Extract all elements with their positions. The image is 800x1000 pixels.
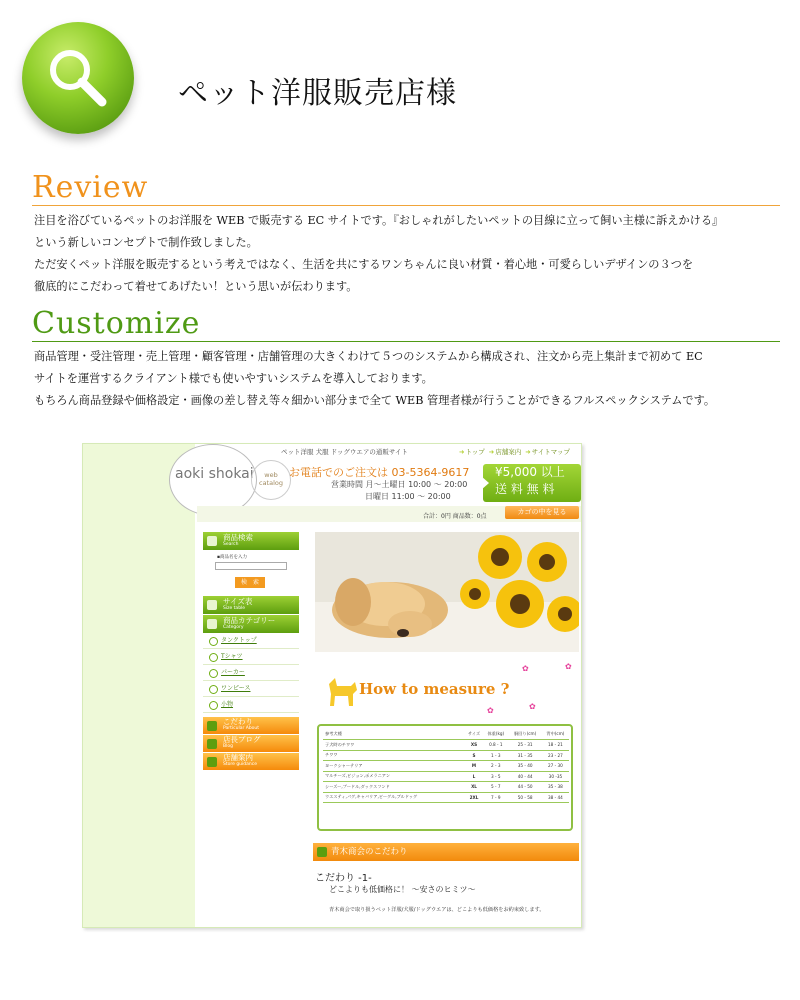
- cell: 18 - 21: [542, 740, 569, 751]
- cell: ヨークシャーテリア: [323, 761, 465, 772]
- kodawari-title: こだわり -1-: [315, 873, 372, 884]
- badge-icon: [317, 847, 327, 857]
- brand-sub: web catalog: [251, 460, 291, 500]
- category-item[interactable]: タンクトップ: [203, 633, 299, 649]
- toplink-store[interactable]: ➜ 店舗案内: [489, 447, 521, 456]
- search-panel: [203, 550, 299, 596]
- free-shipping-banner[interactable]: [483, 464, 581, 502]
- search-label: ▪商品名を入力: [217, 555, 248, 560]
- store-guide-sub: Store guidance: [223, 762, 257, 767]
- cell: 50 - 58: [508, 792, 541, 803]
- review-text: [34, 210, 782, 298]
- category-item[interactable]: パーカー: [203, 665, 299, 681]
- cell: シーズー,プードル,ダックスフンド: [323, 782, 465, 793]
- dog-silhouette-icon: [321, 672, 361, 712]
- category-header: [203, 615, 299, 633]
- table-row: [323, 771, 569, 782]
- toplink-sitemap[interactable]: ➜ サイトマップ: [525, 447, 570, 456]
- how-to-measure-banner: [317, 662, 579, 724]
- cell: 7 - 9: [483, 792, 508, 803]
- cell: 2XL: [465, 792, 483, 803]
- page-title: ペット洋服販売店様: [178, 76, 457, 111]
- cell: XS: [465, 740, 483, 751]
- shirt-icon: [207, 619, 217, 629]
- cell: 25 - 31: [508, 740, 541, 751]
- review-line: ただ安くペット洋服を販売するという考えではなく、生活を共にするワンちゃんに良い材質・着心地・可愛らしいデザインの３つを: [34, 258, 694, 271]
- category-item[interactable]: 小物: [203, 697, 299, 713]
- blog-sub: Blog: [223, 744, 233, 749]
- review-divider: [32, 205, 780, 206]
- col-header: 背中(cm): [542, 729, 569, 740]
- ruler-icon: [207, 600, 217, 610]
- phone-text: お電話でのご注文は 03-5364-9617: [289, 466, 470, 479]
- cell: チワワ: [323, 750, 465, 761]
- store-guide-label: 店舗案内: [223, 753, 253, 762]
- col-header: 体重(kg): [483, 729, 508, 740]
- book-icon: [207, 739, 217, 749]
- store-icon: [207, 757, 217, 767]
- cell: 2 - 3: [483, 761, 508, 772]
- review-line: 徹底的にこだわって着せてあげたい！という思いが伝わります。: [34, 280, 358, 293]
- customize-line: もちろん商品登録や価格設定・画像の差し替え等々細かい部分まで全て WEB 管理者様が行うことができるフルスペックシステムです。: [34, 394, 716, 407]
- size-table: [317, 724, 573, 831]
- cell: 44 - 50: [508, 782, 541, 793]
- col-header: 参考犬種: [323, 729, 465, 740]
- site-logo[interactable]: aoki shokai: [175, 466, 254, 482]
- category-item[interactable]: Tシャツ: [203, 649, 299, 665]
- cell: 子犬時のチワワ: [323, 740, 465, 751]
- cell: 38 - 44: [542, 792, 569, 803]
- size-table-label: サイズ表: [223, 597, 253, 606]
- kodawari-sub: Particular About: [223, 726, 260, 731]
- promo-line: ¥5,000 以上: [495, 465, 565, 479]
- blog-label: 店長ブログ: [223, 735, 261, 744]
- customize-line: サイトを運営するクライアント様でも使いやすいシステムを導入しております。: [34, 372, 433, 385]
- promo-line: 送 料 無 料: [495, 482, 555, 496]
- site-screenshot: [82, 443, 582, 928]
- view-cart-button[interactable]: カゴの中を見る: [505, 506, 579, 519]
- cell: 5 - 7: [483, 782, 508, 793]
- sidebar: [203, 532, 299, 770]
- toplink-top[interactable]: ➜ トップ: [459, 447, 485, 456]
- review-heading: Review: [32, 170, 149, 205]
- cell: L: [465, 771, 483, 782]
- kodawari-label: こだわり: [223, 717, 253, 726]
- cell: 35 - 40: [508, 761, 541, 772]
- site-tagline: ペット洋服 犬服 ドッグウエアの通販サイト: [281, 448, 408, 456]
- cell: 3 - 5: [483, 771, 508, 782]
- blog-link[interactable]: [203, 735, 299, 752]
- category-header-sub: Category: [223, 625, 244, 630]
- cart-summary: 合計：0円 商品数：0点: [423, 513, 487, 520]
- cell: 40 - 44: [508, 771, 541, 782]
- table-row: [323, 782, 569, 793]
- kodawari-link[interactable]: [203, 717, 299, 734]
- col-header: 胴回り(cm): [508, 729, 541, 740]
- search-icon: [207, 536, 217, 546]
- paw-icon: ✿: [529, 702, 536, 711]
- size-table-sub: Size table: [223, 606, 246, 611]
- customize-divider: [32, 341, 780, 342]
- badge-icon: [207, 721, 217, 731]
- hours-sunday: 日曜日 11:00 〜 20:00: [365, 492, 451, 501]
- search-header-label: 商品検索: [223, 533, 253, 542]
- cell: 31 - 35: [508, 750, 541, 761]
- kodawari-body: 青木商会で取り扱うペット洋服/犬服/ドッグウエアは、どこよりも低価格をお約束致します。: [329, 907, 545, 913]
- customize-line: 商品管理・受注管理・売上管理・顧客管理・店舗管理の大きくわけて５つのシステムから構成され、注文から売上集計まで初めて EC: [34, 350, 703, 363]
- cell: M: [465, 761, 483, 772]
- size-table-link[interactable]: [203, 596, 299, 614]
- hours-weekday: 営業時間 月〜土曜日 10:00 〜 20:00: [331, 480, 468, 489]
- paw-icon: ✿: [565, 662, 572, 671]
- category-header-label: 商品カテゴリー: [223, 616, 276, 625]
- search-input[interactable]: [215, 562, 287, 570]
- review-line: という新しいコンセプトで制作致しました。: [34, 236, 258, 249]
- cell: ウエスティ,パグ,キャバリア,ビーグル,ブルドッグ: [323, 792, 465, 803]
- kodawari-section-bar: [313, 843, 579, 861]
- cell: S: [465, 750, 483, 761]
- table-header-row: [323, 729, 569, 740]
- search-button[interactable]: 検 索: [235, 577, 265, 588]
- table-row: [323, 740, 569, 751]
- search-header: [203, 532, 299, 550]
- customize-text: [34, 346, 782, 412]
- table-row: [323, 750, 569, 761]
- paw-icon: ✿: [487, 706, 494, 715]
- paw-icon: ✿: [522, 664, 529, 673]
- table-row: [323, 792, 569, 803]
- kodawari-subtitle: どこよりも低価格に！ 〜安さのヒミツ〜: [329, 885, 476, 894]
- cell: 1 - 3: [483, 750, 508, 761]
- cell: 0.8 - 1: [483, 740, 508, 751]
- table-row: [323, 761, 569, 772]
- cell: 30 -35: [542, 771, 569, 782]
- how-to-measure-heading: How to measure ?: [359, 680, 510, 698]
- puppy-sunflower-photo: [315, 532, 579, 652]
- category-item[interactable]: ワンピース: [203, 681, 299, 697]
- cell: XL: [465, 782, 483, 793]
- col-header: サイズ: [465, 729, 483, 740]
- magnifier-icon: [22, 22, 134, 134]
- search-header-sub: Search: [223, 542, 239, 547]
- arrow-icon: [481, 476, 489, 490]
- cell: 23 - 27: [542, 750, 569, 761]
- review-line: 注目を浴びているペットのお洋服を WEB で販売する EC サイトです。『おしゃれがしたいペットの目線に立って飼い主様に訴えかける』: [34, 214, 724, 227]
- customize-heading: Customize: [32, 306, 201, 341]
- cell: 27 - 30: [542, 761, 569, 772]
- cell: マルチーズ,ビジョン,ポメラニアン: [323, 771, 465, 782]
- top-links: [459, 447, 570, 456]
- cell: 35 - 38: [542, 782, 569, 793]
- store-guide-link[interactable]: [203, 753, 299, 770]
- kodawari-section-label: 青木商会のこだわり: [331, 847, 408, 857]
